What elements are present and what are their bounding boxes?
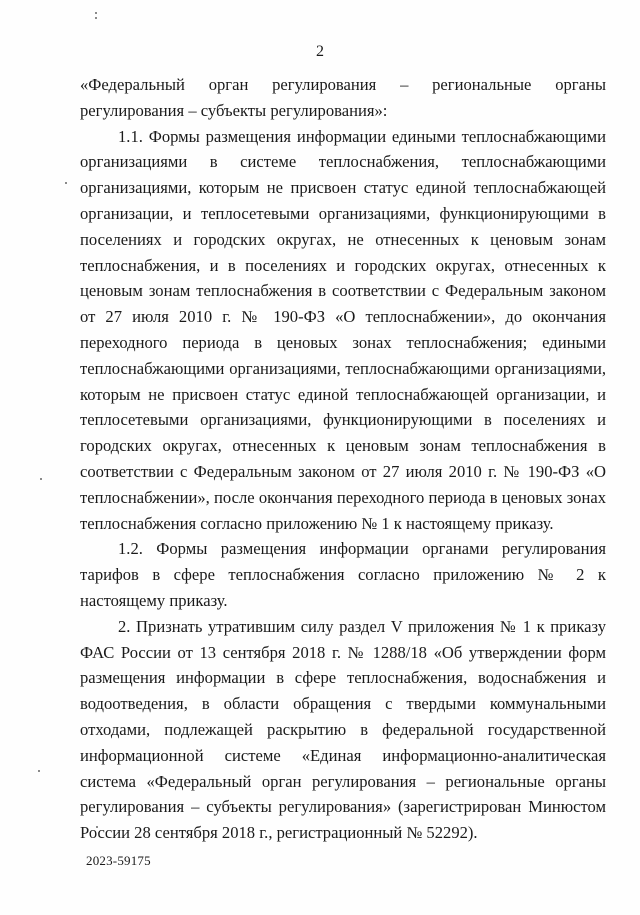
scan-speck — [95, 12, 97, 14]
page-number: 2 — [316, 43, 324, 60]
paragraph-1-2: 1.2. Формы размещения информации органами регулирования тарифов в сфере теплоснабжения согласно приложению № 2 к настоящему приказу. — [80, 539, 606, 610]
scan-speck — [95, 17, 97, 19]
document-code: 2023-59175 — [86, 853, 151, 868]
scan-speck — [38, 770, 40, 772]
scan-speck — [40, 478, 42, 480]
paragraph-continuation: «Федеральный орган регулирования – региональные органы регулирования – субъекты регулирования»: — [80, 75, 606, 120]
paragraph-1-1: 1.1. Формы размещения информации едиными теплоснабжающими организациями в системе теплоснабжения, теплоснабжающими организациями, которым не присвоен статус единой теплоснабжающей организации, и теплосетевыми организациями, функционирующими в поселениях и городских округах, не отнесенных к ценовым зонам теплоснабжения, и в поселениях и городских округах, отнесенных к ценовым зонам теплоснабжения в соответствии с Федеральным законом от 27 июля 2010 г. № 190-ФЗ «О теплоснабжении», до окончания переходного периода в ценовых зонах теплоснабжения; едиными теплоснабжающими организациями, теплоснабжающими организациями, которым не присвоен статус единой теплоснабжающей организации, и теплосетевыми организациями, функционирующими в поселениях и городских округах, отнесенных к ценовым зонам теплоснабжения в соответствии с Федеральным законом от 27 июля 2010 г. № 190-ФЗ «О теплоснабжении», после окончания переходного периода в ценовых зонах теплоснабжения согласно приложению № 1 к настоящему приказу. — [80, 126, 606, 533]
document-body — [80, 72, 606, 846]
scan-speck — [65, 182, 67, 184]
paragraph-2: 2. Признать утратившим силу раздел V приложения № 1 к приказу ФАС России от 13 сентября 2018 г. № 1288/18 «Об утверждении форм размещения информации в сфере теплоснабжения, водоснабжения и водоотведения, в области обращения с твердыми коммунальными отходами, подлежащей раскрытию в федеральной государственной информационной системе «Единая информационно-аналитическая система «Федеральный орган регулирования – региональные органы регулирования – субъекты регулирования» (зарегистрирован Минюстом России 28 сентября 2018 г., регистрационный № 52292). — [80, 616, 606, 843]
